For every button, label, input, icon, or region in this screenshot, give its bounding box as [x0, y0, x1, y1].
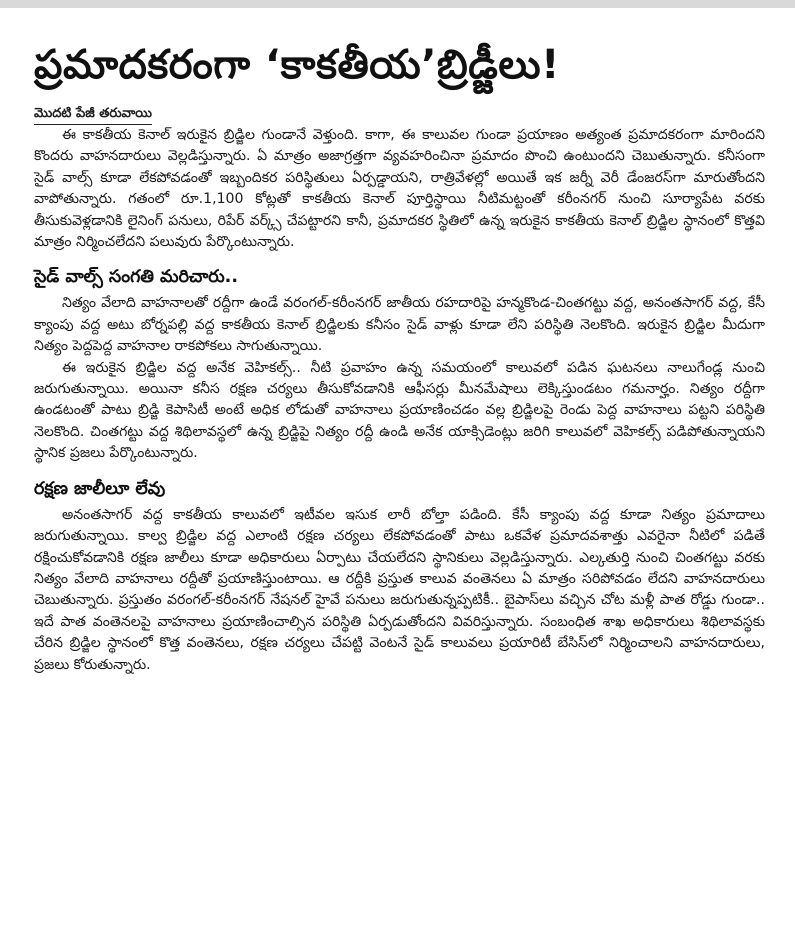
- intro-paragraph: ఈ కాకతీయ కెనాల్ ఇరుకైన బ్రిడ్జిల గుండానే వెళ్తుంది. కాగా, ఈ కాలువల గుండా ప్రయాణం అత్యంత ప్రమాదకరంగా మారిందని కొందరు వాహనదారులు వెల్లడిస్తున్నారు. ఏ మాత్రం అజాగ్రత్తగా వ్యవహరించినా ప్రమాదం పొంచి ఉంటుందని చెబుతున్నారు. కనీసంగా సైడ్ వాల్స్ కూడా లేకపోవడంతో ఇబ్బందికర పరిస్థితులు ఏర్పడ్డాయని, రాత్రివేళల్లో అయితే ఇక జర్నీ వెరీ డేంజరస్‌గా మారుతోందని వాపోతున్నారు. గతంలో రూ.1,100 కోట్లతో కాకతీయ కెనాల్ పూర్తిస్థాయి నీటిమట్టంతో కరీంనగర్ నుంచి సూర్యాపేట వరకు తీసుకువెళ్లడానికి లైనింగ్ పనులు, రిపేర్ వర్క్స్ చేపట్టారని కానీ, ప్రమాదకర స్థితిలో ఉన్న ఇరుకైన కాకతీయ కెనాల్ బ్రిడ్జిల స్థానంలో కొత్తవి మాత్రం నిర్మించలేదని పలువురు పేర్కొంటున్నారు.: [34, 127, 765, 251]
- side-walls-paragraph-2: ఈ ఇరుకైన బ్రిడ్జిల వద్ద అనేక వెహికల్స్.. నీటి ప్రవాహం ఉన్న సమయంలో కాలువలో పడిన ఘటనలు నాలుగేండ్ల నుంచి జరుగుతున్నాయి. అయినా కనీస రక్షణ చర్యలు తీసుకోవడానికి ఆఫీసర్లు మీనమేషాలు లెక్కిస్తుండటం గమనార్హం. నిత్యం రద్దీగా ఉండటంతో పాటు బ్రిడ్జి కెపాసిటీ అంటే అధిక లోడుతో వాహనాలు ప్రయాణించడం వల్ల బ్రిడ్జిలపై రెండు పెద్ద వాహనాలు పట్టని పరిస్థితి నెలకొంది. చింతగట్టు వద్ద శిథిలావస్థలో ఉన్న బ్రిడ్జిపై నిత్యం రద్దీ ఉండి అనేక యాక్సిడెంట్లు జరిగి కాలువలో వెహికల్స్ పడిపోతున్నాయని స్థానిక ప్రజలు పేర్కొంటున్నారు.: [34, 359, 765, 462]
- side-walls-paragraph-1: నిత్యం వేలాది వాహనాలతో రద్దీగా ఉండే వరంగల్-కరీంనగర్ జాతీయ రహదారిపై హన్మకొండ-చింతగట్టు వద్ద, అనంతసాగర్ వద్ద, కేసీ క్యాంపు వద్ద అటు బోర్నపల్లి వద్ద కాకతీయ కెనాల్ బ్రిడ్జిలకు కనీసం సైడ్ వాళ్లు కూడా లేని పరిస్థితి నెలకొంది. ఇరుకైన బ్రిడ్జిల మీదుగా నిత్యం పెద్దపెద్ద వాహనాల రాకపోకలు సాగుతున్నాయి.: [34, 295, 765, 355]
- article-headline: ప్రమాదకరంగా ‘కాకతీయ’బ్రిడ్జీలు!: [34, 42, 560, 88]
- section-heading-side-walls: సైడ్ వాల్స్ సంగతి మరిచారు..: [34, 267, 238, 288]
- top-divider: [0, 0, 795, 8]
- safety-nets-paragraph: అనంతసాగర్ వద్ద కాకతీయ కాలువలో ఇటీవల ఇసుక లారీ బోల్తా పడింది. కేసీ క్యాంపు వద్ద కూడా నిత్యం ప్రమాదాలు జరుగుతున్నాయి. కాల్వ బ్రిడ్జిల వద్ద ఎలాంటి రక్షణ చర్యలు లేకపోవడంతో పాటు ఒకవేళ ప్రమాదవశాత్తు ఎవరైనా నీటిలో పడితే రక్షించుకోవడానికి రక్షణ జాలీలు కూడా అధికారులు ఏర్పాటు చేయలేదని స్థానికులు వెల్లడిస్తున్నారు. ఎల్కతుర్తి నుంచి చింతగట్టు వరకు నిత్యం వేలాది వాహనాలు రద్దీతో ప్రయాణిస్తుంటాయి. ఆ రద్దీకి ప్రస్తుత కాలువ వంతెనలు ఏ మాత్రం సరిపోవడం లేదని వాహనదారులు చెబుతున్నారు. ప్రస్తుతం వరంగల్-కరీంనగర్ నేషనల్ హైవే పనులు జరుగుతున్నప్పటికీ.. బైపాస్‌లు వచ్చిన చోట మళ్లీ పాత రోడ్డు గుండా.. ఇదే పాత వంతెనలపై వాహనాలు ప్రయాణించాల్సిన పరిస్థితి ఏర్పడుతోందని వివరిస్తున్నారు. సంబంధిత శాఖ అధికారులు శిథిలావస్థకు చేరిన బ్రిడ్జిల స్థానంలో కొత్త వంతెనలు, రక్షణ చర్యలు చేపట్టి వెంటనే సైడ్ కాలువలు ప్రయారిటీ బేసిస్‌లో నిర్మించాలని వాహనదారులు, ప్రజలు కోరుతున్నారు.: [34, 506, 765, 673]
- continued-from-front-page-label: మొదటి పేజీ తరువాయి: [34, 104, 152, 125]
- section-heading-safety-nets: రక్షణ జాలీలూ లేవు: [34, 478, 166, 499]
